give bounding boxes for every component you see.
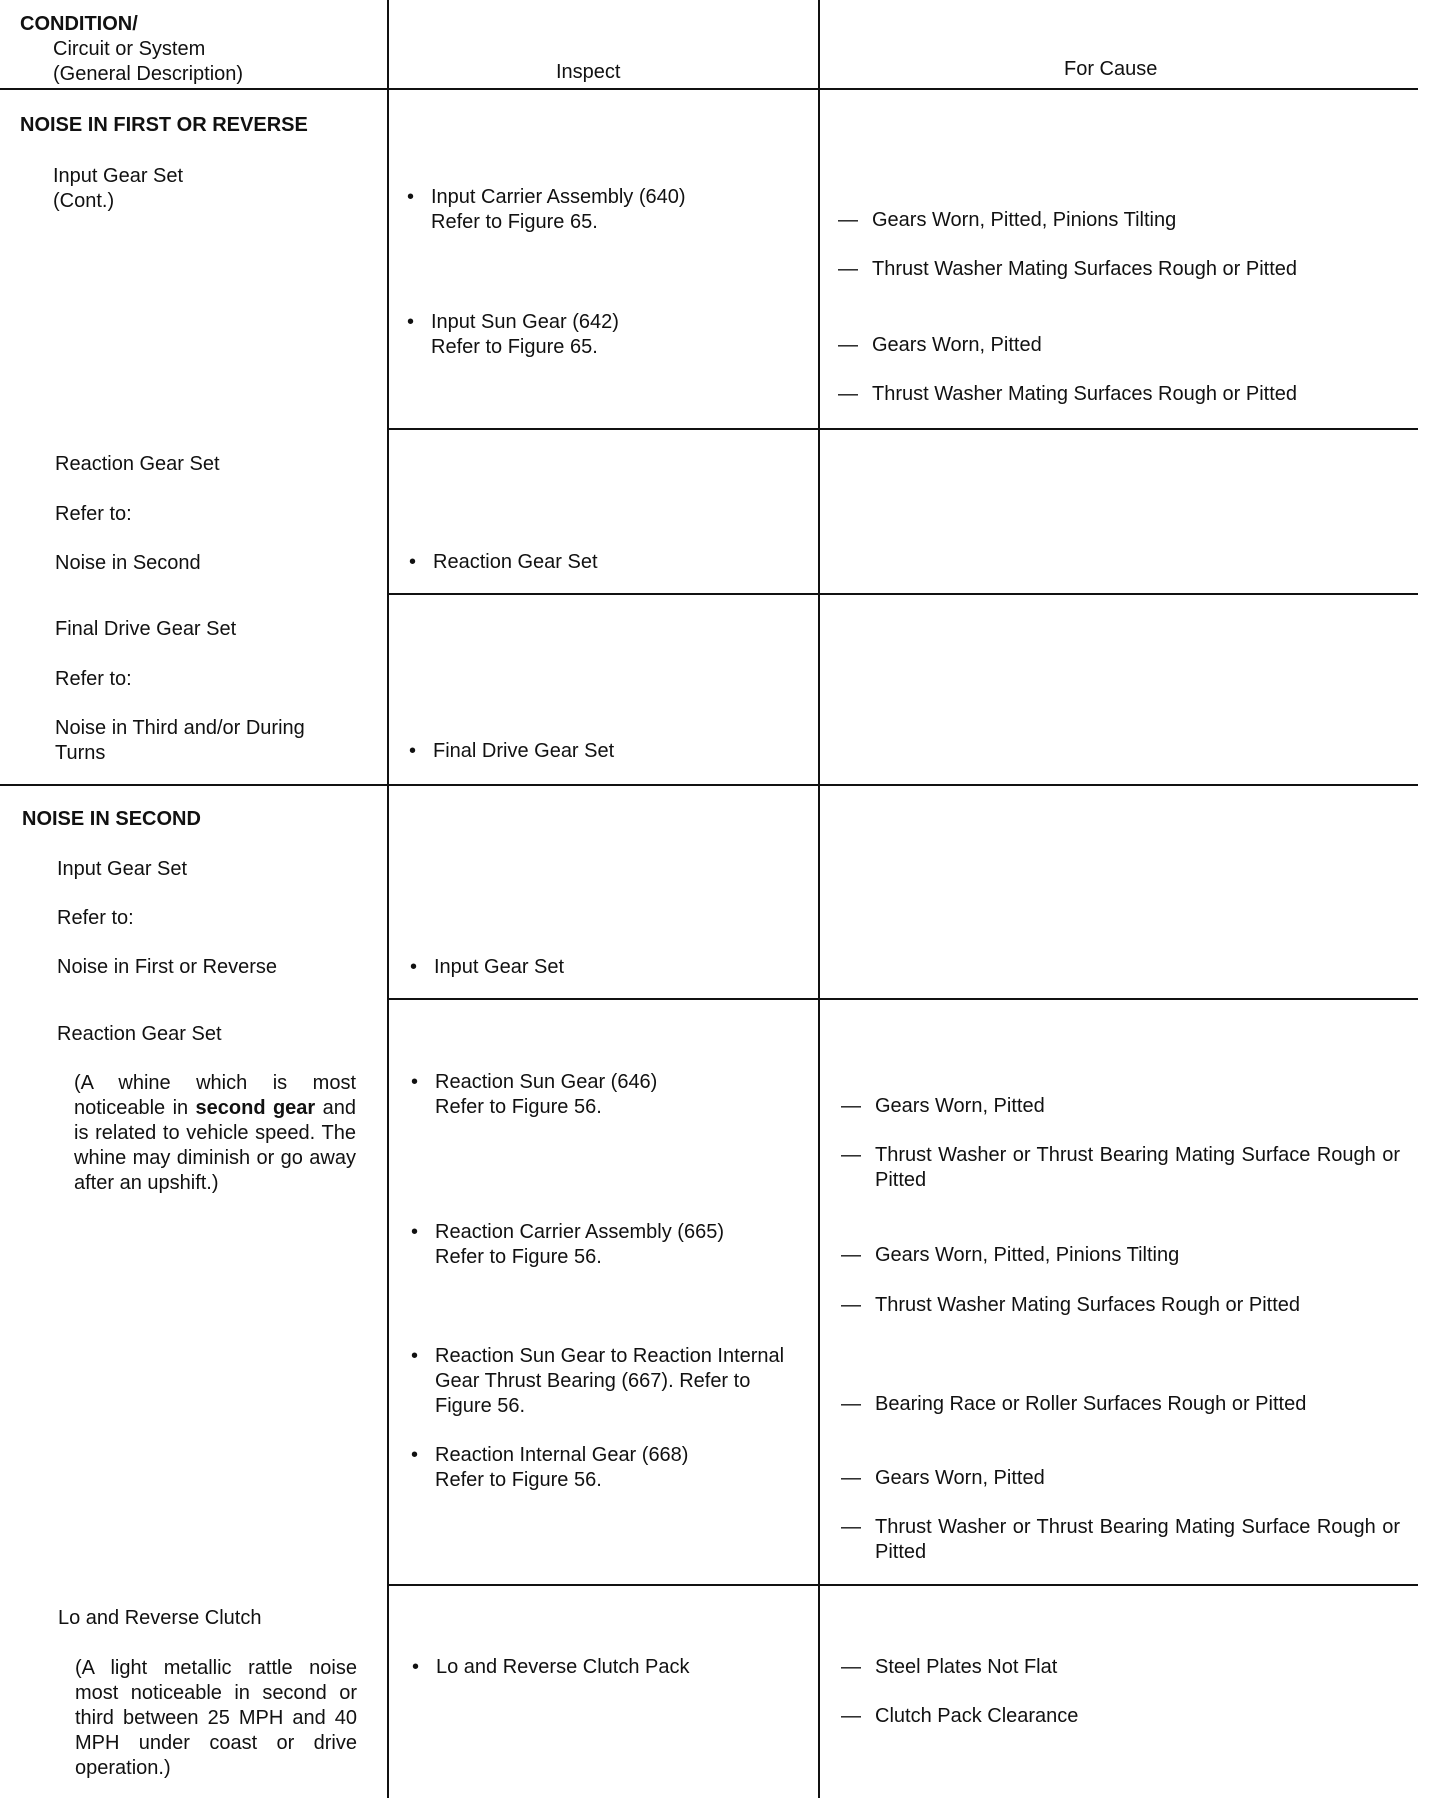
row-divider [389,428,1418,430]
inspect-ref: Refer to Figure 65. [431,336,598,358]
condition-description: (A light metallic rattle noise most noticeable in second or third between 25 MPH and 40 MPH under coast or drive operation.) [75,1657,357,1779]
inspect-ref: Refer to Figure 56. [435,1246,602,1268]
cause-item: — Thrust Washer or Thrust Bearing Mating Surface Rough or Pitted [875,1143,1400,1193]
refer-target: Noise in Second [55,552,201,574]
refer-label: Refer to: [55,668,132,690]
cause-item: — Gears Worn, Pitted [872,333,1042,358]
inspect-item: • Input Carrier Assembly (640) [431,185,686,210]
inspect-item: • Reaction Internal Gear (668) [435,1443,688,1468]
condition-label: Final Drive Gear Set [55,618,237,640]
for-cause-header: For Cause [1064,58,1158,80]
condition-label: (Cont.) [53,190,115,212]
inspect-header: Inspect [556,61,621,83]
section-title: NOISE IN SECOND [22,808,201,830]
row-divider [389,1584,1418,1586]
cause-item: — Gears Worn, Pitted, Pinions Tilting [872,208,1176,233]
refer-target: Noise in First or Reverse [57,956,278,978]
section-divider [0,784,1418,786]
inspect-item: • Final Drive Gear Set [433,739,614,764]
section-title: NOISE IN FIRST OR REVERSE [20,114,308,136]
column-divider-2 [818,0,820,1798]
condition-description: (A whine which is most noticeable in second gear and is related to vehicle speed. The whine may diminish or go away after an upshift.) [74,1072,356,1194]
inspect-ref: Refer to Figure 65. [431,211,598,233]
inspect-ref: Refer to Figure 56. [435,1096,602,1118]
refer-label: Refer to: [55,503,132,525]
refer-target: Noise in Third and/or During [55,717,305,739]
cause-item: — Steel Plates Not Flat [875,1655,1057,1680]
condition-label: Reaction Gear Set [57,1023,222,1045]
inspect-item: • Reaction Sun Gear (646) [435,1070,657,1095]
inspect-item: • Input Sun Gear (642) [431,310,619,335]
refer-label: Refer to: [57,907,134,929]
cause-item: — Gears Worn, Pitted [875,1466,1045,1491]
condition-header-sub: (General Description) [53,63,244,85]
row-divider [389,593,1418,595]
cause-item: — Thrust Washer or Thrust Bearing Mating Surface Rough or Pitted [875,1515,1400,1565]
condition-header-sub: Circuit or System [53,38,206,60]
cause-item: — Thrust Washer Mating Surfaces Rough or Pitted [872,257,1297,282]
header-rule [0,88,1418,90]
inspect-item: • Reaction Carrier Assembly (665) [435,1220,724,1245]
column-divider-1 [387,0,389,1798]
refer-target: Turns [55,742,106,764]
cause-item: — Thrust Washer Mating Surfaces Rough or Pitted [875,1293,1300,1318]
cause-item: — Gears Worn, Pitted, Pinions Tilting [875,1243,1179,1268]
cause-item: — Gears Worn, Pitted [875,1094,1045,1119]
inspect-item: • Input Gear Set [434,955,564,980]
inspect-ref: Refer to Figure 56. [435,1469,602,1491]
condition-label: Reaction Gear Set [55,453,220,475]
cause-item: — Thrust Washer Mating Surfaces Rough or Pitted [872,382,1297,407]
condition-header: CONDITION/ [20,13,138,35]
row-divider [389,998,1418,1000]
inspect-item: • Reaction Sun Gear to Reaction Internal Gear Thrust Bearing (667). Refer to Figure 56. [435,1344,795,1419]
cause-item: — Bearing Race or Roller Surfaces Rough or Pitted [875,1392,1306,1417]
cause-item: — Clutch Pack Clearance [875,1704,1078,1729]
condition-label: Input Gear Set [53,165,184,187]
condition-label: Input Gear Set [57,858,188,880]
condition-label: Lo and Reverse Clutch [58,1607,262,1629]
inspect-item: • Reaction Gear Set [433,550,598,575]
inspect-item: • Lo and Reverse Clutch Pack [436,1655,689,1680]
